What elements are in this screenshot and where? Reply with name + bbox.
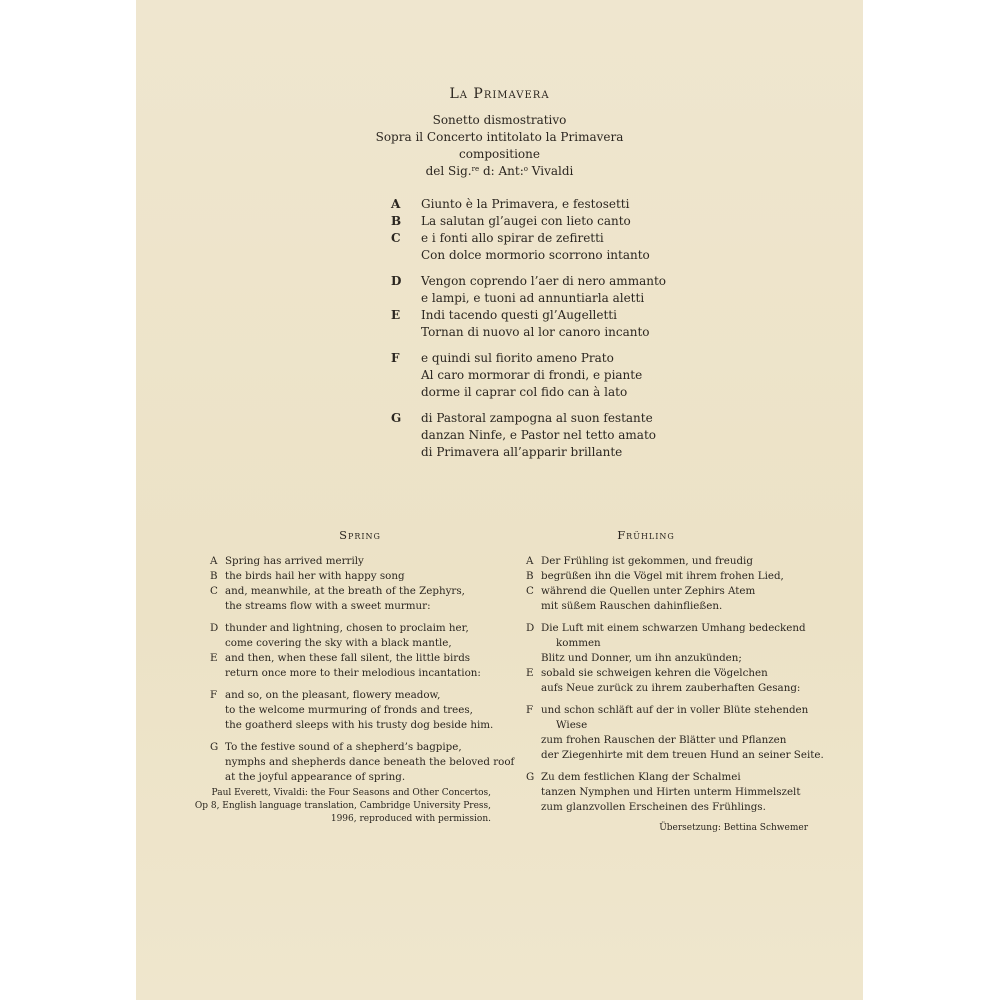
poem-line: [210, 688, 514, 703]
poem-line: [526, 733, 824, 748]
page-title: La Primavera: [449, 86, 550, 102]
poem-line: [210, 599, 514, 614]
poem-line: [210, 703, 514, 718]
poem-line: [391, 230, 666, 247]
line-text: tanzen Nymphen und Hirten unterm Himmelszelt: [541, 786, 801, 798]
line-text: e lampi, e tuoni ad annuntiarla aletti: [421, 291, 645, 305]
poem-line: [526, 718, 824, 733]
poem-line: [391, 324, 666, 341]
stanza: [526, 621, 824, 696]
poster-sheet: [136, 0, 863, 1000]
poem-line: [210, 666, 514, 681]
line-text: Al caro mormorar di frondi, e piante: [421, 368, 643, 382]
poem-line: [391, 196, 666, 213]
line-text: Vengon coprendo l’aer di nero ammanto: [421, 274, 666, 288]
line-text: Con dolce mormorio scorrono intanto: [421, 248, 650, 262]
stanza: [210, 621, 514, 681]
line-marker: F: [210, 689, 218, 701]
poem-line: [526, 599, 824, 614]
line-text: und schon schläft auf der in voller Blüte stehenden: [541, 704, 809, 716]
poem-line: [526, 584, 824, 599]
stanza: [391, 273, 666, 341]
line-text: La salutan gl’augei con lieto canto: [421, 214, 631, 228]
line-marker: G: [526, 771, 535, 783]
line-text: danzan Ninfe, e Pastor nel tetto amato: [421, 428, 657, 442]
stanza: [526, 703, 824, 763]
credit-line: Übersetzung: Bettina Schwemer: [659, 823, 808, 833]
poem-line: [391, 367, 666, 384]
line-text: kommen: [556, 637, 601, 649]
poem-line: [526, 554, 824, 569]
line-text: zum glanzvollen Erscheinen des Frühlings.: [541, 801, 766, 813]
line-text: Wiese: [556, 719, 588, 731]
line-marker: D: [210, 622, 219, 634]
line-text: begrüßen ihn die Vögel mit ihrem frohen Lied,: [541, 570, 784, 582]
line-marker: A: [391, 197, 401, 211]
poem-line: [526, 770, 824, 785]
line-text: sobald sie schweigen kehren die Vögelchen: [541, 667, 768, 679]
poem-line: [391, 350, 666, 367]
poem-line: [526, 703, 824, 718]
poem-line: [391, 290, 666, 307]
line-text: e i fonti allo spirar de zefiretti: [421, 231, 604, 245]
poem-line: [210, 636, 514, 651]
line-text: the goatherd sleeps with his trusty dog beside him.: [225, 719, 494, 731]
poem-line: [391, 213, 666, 230]
poem-line: [526, 800, 824, 815]
line-text: e quindi sul fiorito ameno Prato: [421, 351, 614, 365]
line-text: Indi tacendo questi gl’Augelletti: [421, 308, 617, 322]
line-marker: A: [210, 555, 218, 567]
poem-line: [526, 748, 824, 763]
poem-line: [526, 636, 824, 651]
line-text: Tornan di nuovo al lor canoro incanto: [421, 325, 650, 339]
stanza: [526, 770, 824, 815]
line-text: während die Quellen unter Zephirs Atem: [541, 585, 756, 597]
poem-line: [210, 554, 514, 569]
german-credit: [659, 822, 808, 835]
line-text: come covering the sky with a black mantle,: [225, 637, 452, 649]
poem-line: [391, 307, 666, 324]
poem-line: [210, 569, 514, 584]
line-marker: F: [526, 704, 534, 716]
line-text: at the joyful appearance of spring.: [225, 771, 406, 783]
english-title: Spring: [339, 528, 381, 542]
poem-line: [391, 247, 666, 264]
english-poem: [210, 554, 514, 792]
line-marker: D: [391, 274, 402, 288]
line-text: return once more to their melodious incantation:: [225, 667, 481, 679]
line-marker: E: [391, 308, 401, 322]
line-text: the streams flow with a sweet murmur:: [225, 600, 431, 612]
stanza: [391, 196, 666, 264]
poem-line: [526, 569, 824, 584]
line-text: thunder and lightning, chosen to proclaim her,: [225, 622, 469, 634]
poem-line: [210, 651, 514, 666]
stanza: [210, 688, 514, 733]
line-marker: B: [526, 570, 534, 582]
line-text: To the festive sound of a shepherd’s bagpipe,: [225, 741, 462, 753]
stanza: [391, 350, 666, 401]
poem-line: [526, 681, 824, 696]
line-marker: D: [526, 622, 535, 634]
poem-line: [526, 621, 824, 636]
poem-line: [210, 755, 514, 770]
line-text: Der Frühling ist gekommen, und freudig: [541, 555, 753, 567]
line-marker: C: [526, 585, 534, 597]
line-text: aufs Neue zurück zu ihrem zauberhaften Gesang:: [541, 682, 801, 694]
poem-line: [210, 718, 514, 733]
poem-line: [526, 666, 824, 681]
line-text: Zu dem festlichen Klang der Schalmei: [541, 771, 741, 783]
subtitle-line: Sonetto dismostrativo: [432, 113, 567, 127]
line-text: Spring has arrived merrily: [225, 555, 364, 567]
line-text: dorme il caprar col fido can à lato: [421, 385, 628, 399]
superscript: re: [471, 165, 480, 173]
line-text: Giunto è la Primavera, e festosetti: [421, 197, 630, 211]
subtitle-fragment: d: Ant:: [479, 164, 524, 178]
line-marker: E: [210, 652, 218, 664]
poem-line: [391, 384, 666, 401]
line-text: Die Luft mit einem schwarzen Umhang bedeckend: [541, 622, 806, 634]
poem-line: [391, 427, 666, 444]
line-text: der Ziegenhirte mit dem treuen Hund an seiner Seite.: [541, 749, 824, 761]
subtitle-line: [136, 163, 863, 180]
credit-line: Op 8, English language translation, Cambridge University Press,: [194, 801, 491, 811]
poem-line: [210, 740, 514, 755]
german-poem: [526, 554, 824, 822]
line-text: di Primavera all’apparir brillante: [421, 445, 623, 459]
poem-line: [391, 273, 666, 290]
stanza: [210, 554, 514, 614]
line-text: zum frohen Rauschen der Blätter und Pflanzen: [541, 734, 787, 746]
line-marker: A: [526, 555, 534, 567]
line-text: di Pastoral zampogna al suon festante: [421, 411, 653, 425]
poem-line: [391, 444, 666, 461]
german-title: Frühling: [617, 528, 675, 542]
line-marker: C: [210, 585, 218, 597]
poem-line: [526, 785, 824, 800]
subtitle-block: [136, 112, 863, 180]
line-marker: E: [526, 667, 534, 679]
line-text: the birds hail her with happy song: [225, 570, 405, 582]
poem-line: [526, 651, 824, 666]
credit-line: 1996, reproduced with permission.: [330, 814, 491, 824]
line-marker: C: [391, 231, 401, 245]
subtitle-line: compositione: [459, 147, 540, 161]
stanza: [526, 554, 824, 614]
poem-line: [210, 584, 514, 599]
line-marker: B: [210, 570, 218, 582]
poem-line: [391, 410, 666, 427]
line-text: nymphs and shepherds dance beneath the beloved roof: [225, 756, 515, 768]
line-marker: B: [391, 214, 402, 228]
subtitle-fragment: del Sig.: [425, 164, 472, 178]
credit-line: Paul Everett, Vivaldi: the Four Seasons and Other Concertos,: [211, 788, 491, 798]
poem-line: [210, 621, 514, 636]
line-text: and so, on the pleasant, flowery meadow,: [225, 689, 441, 701]
line-text: and then, when these fall silent, the little birds: [225, 652, 471, 664]
subtitle-line: Sopra il Concerto intitolato la Primavera: [375, 130, 624, 144]
line-text: to the welcome murmuring of fronds and trees,: [225, 704, 473, 716]
english-credit: [195, 787, 491, 826]
line-marker: G: [210, 741, 219, 753]
italian-sonnet: [391, 196, 666, 470]
line-marker: F: [391, 351, 400, 365]
subtitle-fragment: Vivaldi: [527, 164, 574, 178]
poem-line: [210, 770, 514, 785]
line-marker: G: [391, 411, 402, 425]
line-text: and, meanwhile, at the breath of the Zephyrs,: [225, 585, 465, 597]
superscript: o: [523, 165, 528, 173]
line-text: mit süßem Rauschen dahinfließen.: [541, 600, 723, 612]
line-text: Blitz und Donner, um ihn anzukünden;: [541, 652, 742, 664]
stanza: [210, 740, 514, 785]
stanza: [391, 410, 666, 461]
